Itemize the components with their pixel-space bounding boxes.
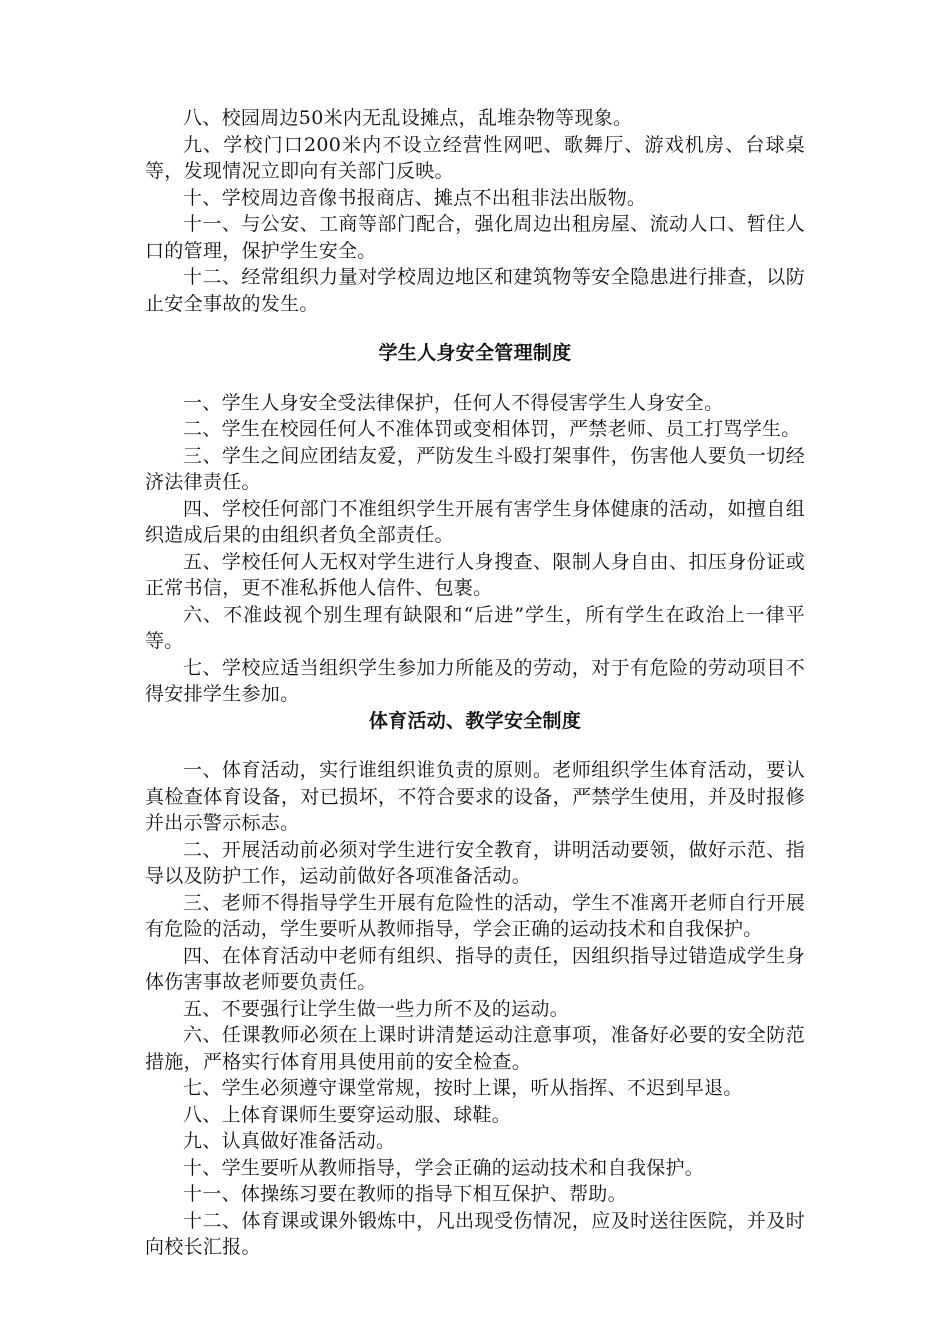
paragraph: 六、任课教师必须在上课时讲清楚运动注意事项，准备好必要的安全防范措施，严格实行体育用具使用前的安全检查。 <box>145 1024 805 1073</box>
paragraph: 十二、体育课或课外锻炼中，凡出现受伤情况，应及时送往医院，并及时向校长汇报。 <box>145 1209 805 1258</box>
paragraph: 六、不准歧视个别生理有缺限和“后进”学生，所有学生在政治上一律平等。 <box>145 603 805 652</box>
paragraph: 四、在体育活动中老师有组织、指导的责任，因组织指导过错造成学生身体伤害事故老师要负责任。 <box>145 944 805 993</box>
section-title: 学生人身安全管理制度 <box>378 342 572 364</box>
paragraph: 七、学生必须遵守课堂常规，按时上课，听从指挥、不迟到早退。 <box>183 1077 743 1099</box>
paragraph: 七、学校应适当组织学生参加力所能及的劳动，对于有危险的劳动项目不得安排学生参加。 <box>145 656 805 705</box>
paragraph: 十二、经常组织力量对学校周边地区和建筑物等安全隐患进行排查，以防止安全事故的发生。 <box>145 266 805 315</box>
paragraph: 二、学生在校园任何人不准体罚或变相体罚，严禁老师、员工打骂学生。 <box>183 418 801 440</box>
paragraph: 九、学校门口200米内不设立经营性网吧、歌舞厅、游戏机房、台球桌等，发现情况立即向有关部门反映。 <box>145 133 805 182</box>
paragraph: 五、学校任何人无权对学生进行人身搜查、限制人身自由、扣压身份证或正常书信，更不准私拆他人信件、包裹。 <box>145 550 805 599</box>
paragraph: 十、学校周边音像书报商店、摊点不出租非法出版物。 <box>183 186 647 209</box>
paragraph: 三、老师不得指导学生开展有危险性的活动，学生不准离开老师自行开展有危险的活动，学生要听从教师指导，学会正确的运动技术和自我保护。 <box>145 891 805 940</box>
paragraph: 十一、体操练习要在教师的指导下相互保护、帮助。 <box>183 1183 627 1205</box>
paragraph: 八、校园周边50米内无乱设摊点，乱堆杂物等现象。 <box>183 107 633 129</box>
paragraph: 三、学生之间应团结友爱，严防发生斗殴打架事件，伤害他人要负一切经济法律责任。 <box>145 444 805 493</box>
paragraph: 四、学校任何部门不准组织学生开展有害学生身体健康的活动，如擅自组织造成后果的由组织者负全部责任。 <box>145 497 805 546</box>
paragraph: 十、学生要听从教师指导，学会正确的运动技术和自我保护。 <box>183 1156 705 1179</box>
paragraph: 一、体育活动，实行谁组织谁负责的原则。老师组织学生体育活动，要认真检查体育设备，对已损坏，不符合要求的设备，严禁学生使用，并及时报修并出示警示标志。 <box>145 759 805 834</box>
document-body <box>145 105 805 1261</box>
paragraph: 八、上体育课师生要穿运动服、球鞋。 <box>183 1103 512 1126</box>
paragraph: 九、认真做好准备活动。 <box>183 1130 396 1152</box>
section-title: 体育活动、教学安全制度 <box>368 709 582 732</box>
paragraph: 五、不要强行让学生做一些力所不及的运动。 <box>183 997 570 1020</box>
paragraph: 一、学生人身安全受法律保护，任何人不得侵害学生人身安全。 <box>183 391 724 414</box>
paragraph: 十一、与公安、工商等部门配合，强化周边出租房屋、流动人口、暂住人口的管理，保护学生安全。 <box>145 213 805 262</box>
paragraph: 二、开展活动前必须对学生进行安全教育，讲明活动要领，做好示范、指导以及防护工作，运动前做好各项准备活动。 <box>145 838 805 887</box>
